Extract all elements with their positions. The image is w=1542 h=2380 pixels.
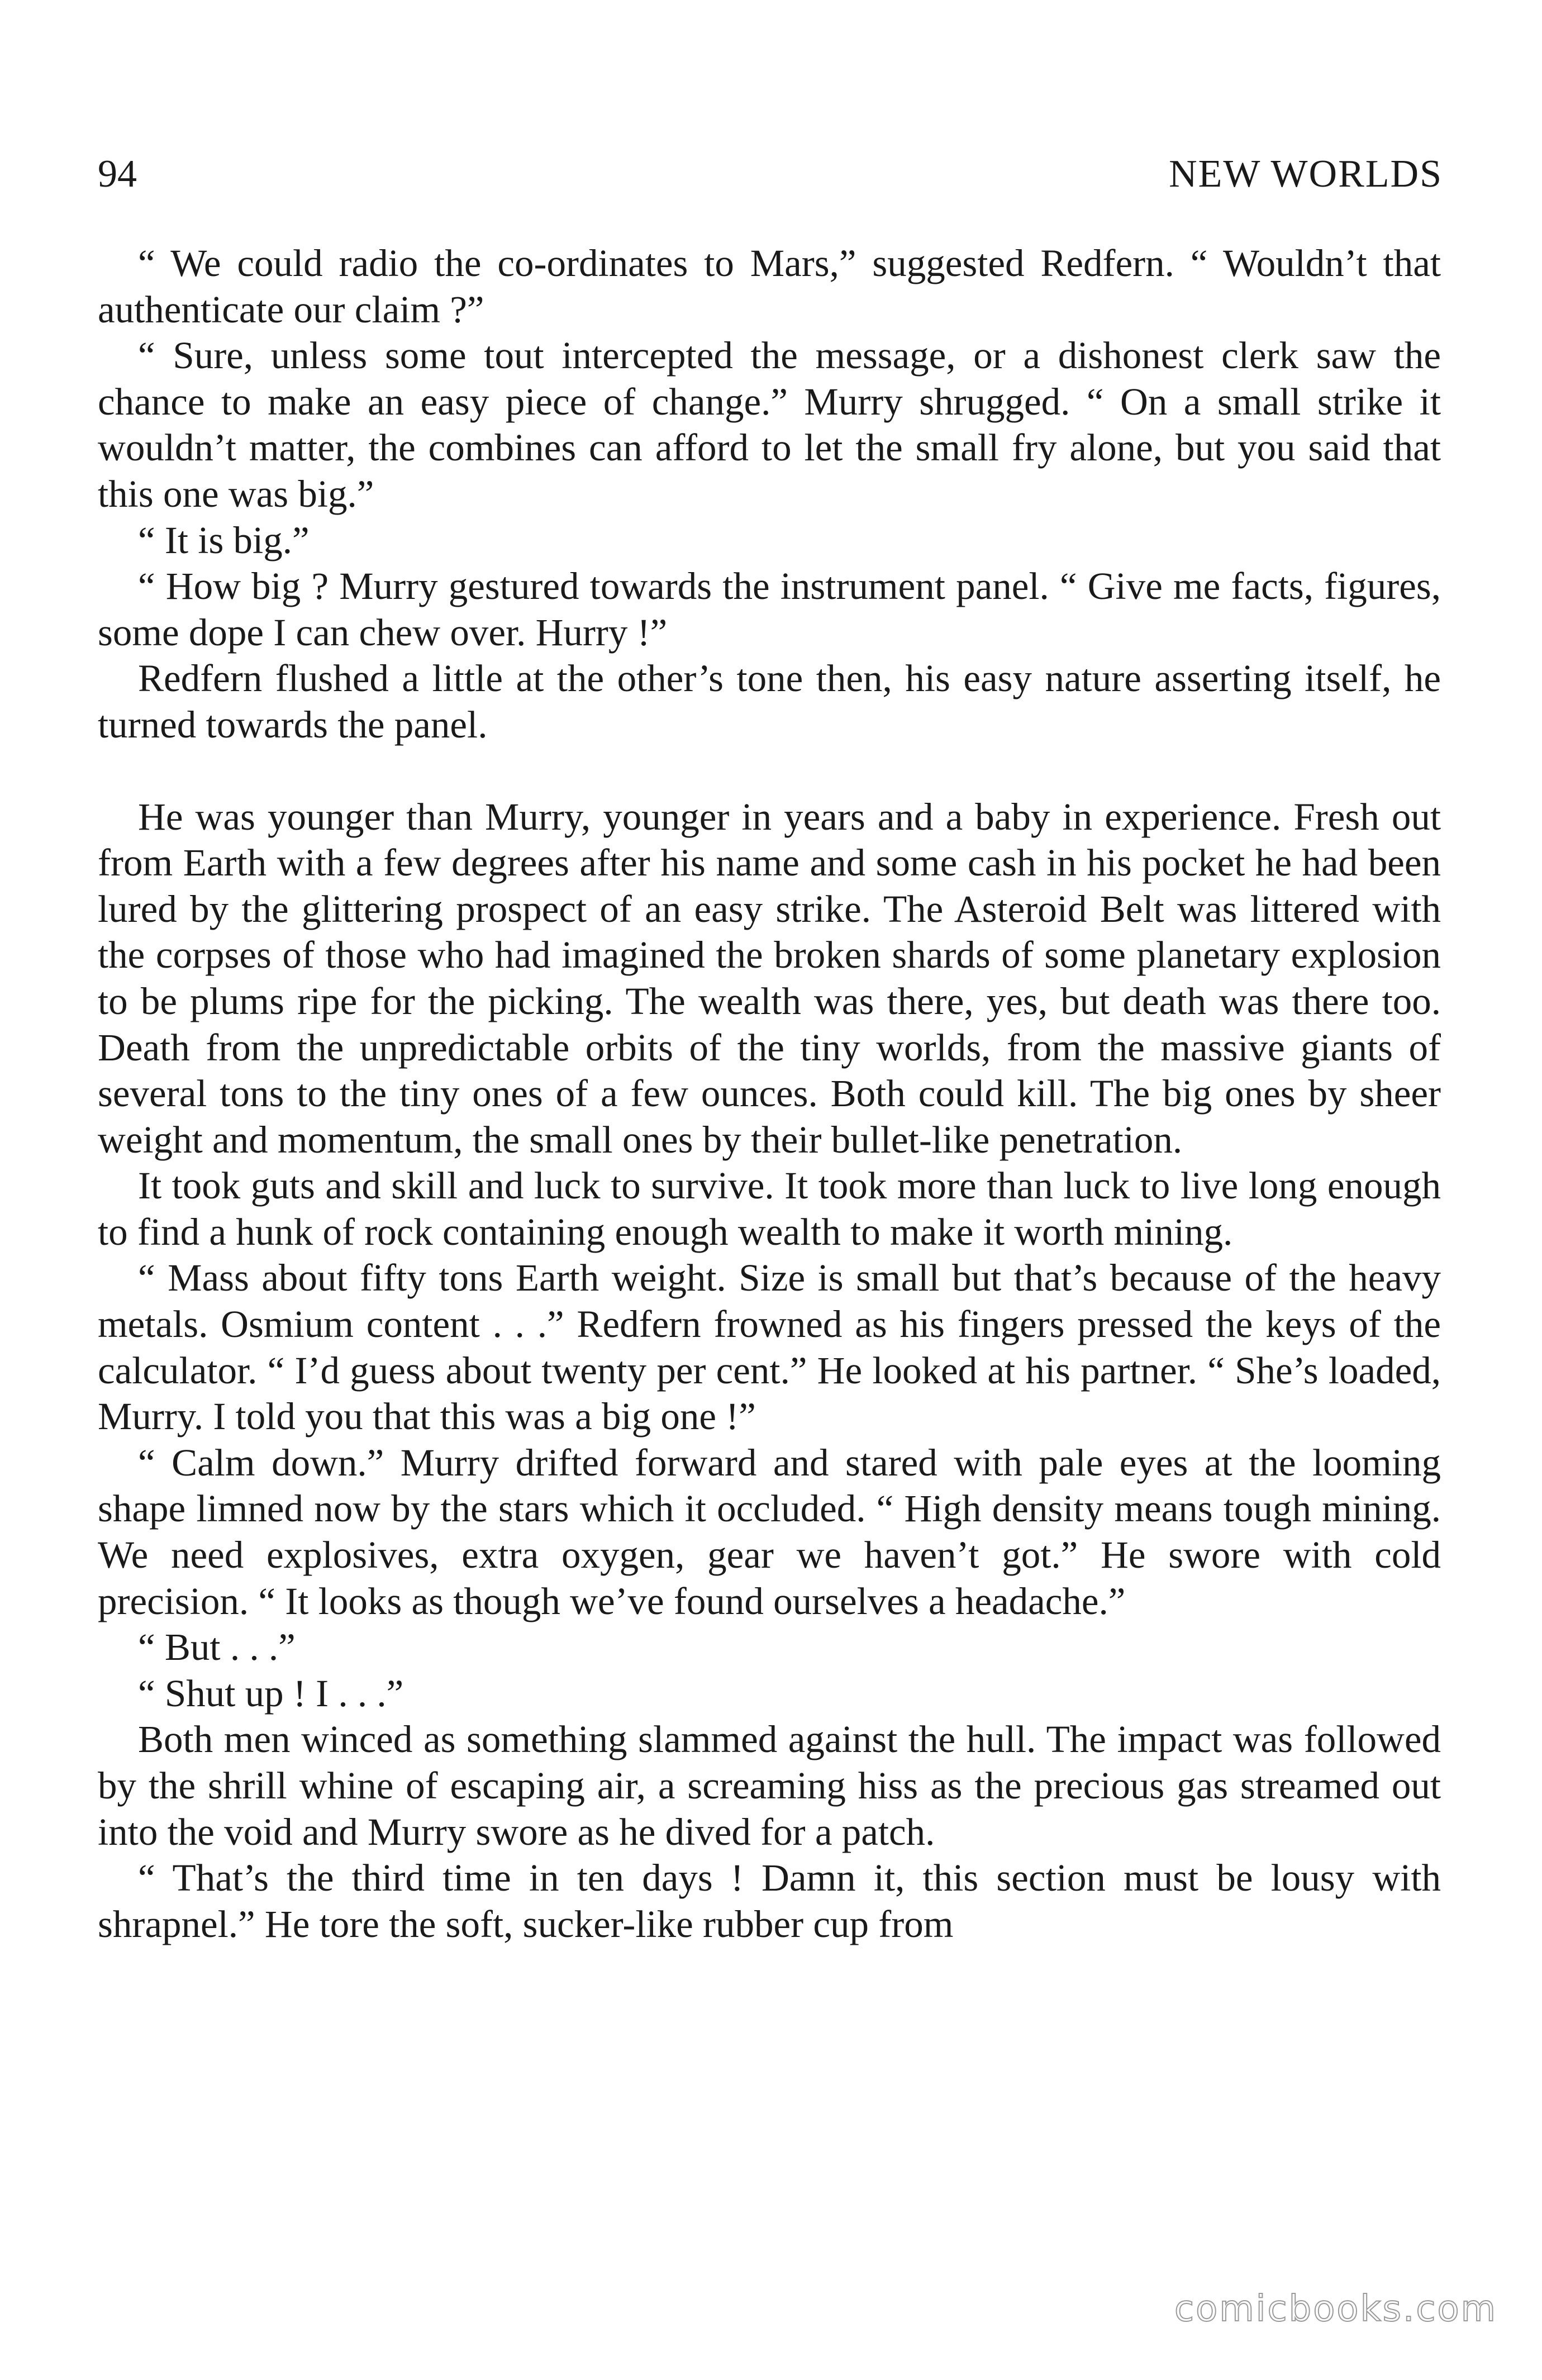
paragraph: “ That’s the third time in ten days ! Damn it, this section must be lousy with shrapnel.” He tore the soft, sucker-like rubber cup from [98, 1857, 1441, 1945]
paragraph: “ We could radio the co-ordinates to Mars,” suggested Redfern. “ Wouldn’t that authenticate our claim ?” [98, 242, 1441, 331]
paragraph: “ Shut up ! I . . .” [138, 1672, 404, 1715]
body-text [98, 240, 1441, 1947]
page-header [98, 146, 1443, 202]
paragraph: “ But . . .” [138, 1626, 296, 1669]
page-number: 94 [98, 153, 137, 196]
paragraph: “ Calm down.” Murry drifted forward and stared with pale eyes at the looming shape limned now by the stars which it occluded. “ High density means tough mining. We need explosives, extra oxygen, gear we haven’t got.” He swore with cold precision. “ It looks as though we’ve found ourselves a headache.” [98, 1441, 1441, 1622]
paragraph: It took guts and skill and luck to survive. It took more than luck to live long enough to find a hunk of rock containing enough wealth to make it worth mining. [98, 1164, 1441, 1253]
paragraph: “ Mass about fifty tons Earth weight. Size is small but that’s because of the heavy metals. Osmium content . . .” Redfern frowned as his fingers pressed the keys of the calculator. “ I’d guess about twenty per cent.” He looked at his partner. “ She’s loaded, Murry. I told you that this was a big one !” [98, 1256, 1441, 1438]
section-break [98, 748, 1441, 794]
running-title: NEW WORLDS [1169, 153, 1443, 196]
paragraph: Both men winced as something slammed against the hull. The impact was followed by the shrill whine of escaping air, a screaming hiss as the precious gas streamed out into the void and Murry swore as he dived for a patch. [98, 1718, 1441, 1853]
paragraph: He was younger than Murry, younger in years and a baby in experience. Fresh out from Earth with a few degrees after his name and some cash in his pocket he had been lured by the glittering prospect of an easy strike. The Asteroid Belt was littered with the corpses of those who had imagined the broken shards of some planetary explosion to be plums ripe for the picking. The wealth was there, yes, but death was there too. Death from the unpredictable orbits of the tiny worlds, from the massive giants of several tons to the tiny ones of a few ounces. Both could kill. The big ones by sheer weight and momentum, the small ones by their bullet-like penetration. [98, 795, 1441, 1161]
paragraph: “ It is big.” [138, 518, 310, 561]
paragraph: Redfern flushed a little at the other’s tone then, his easy nature asserting itself, he turned towards the panel. [98, 657, 1441, 746]
paragraph: “ How big ? Murry gestured towards the instrument panel. “ Give me facts, figures, some dope I can chew over. Hurry !” [98, 565, 1441, 654]
paragraph: “ Sure, unless some tout intercepted the message, or a dishonest clerk saw the chance to make an easy piece of change.” Murry shrugged. “ On a small strike it wouldn’t matter, the combines can afford to let the small fry alone, but you said that this one was big.” [98, 334, 1441, 515]
watermark: comicbooks.com [1174, 2288, 1497, 2330]
